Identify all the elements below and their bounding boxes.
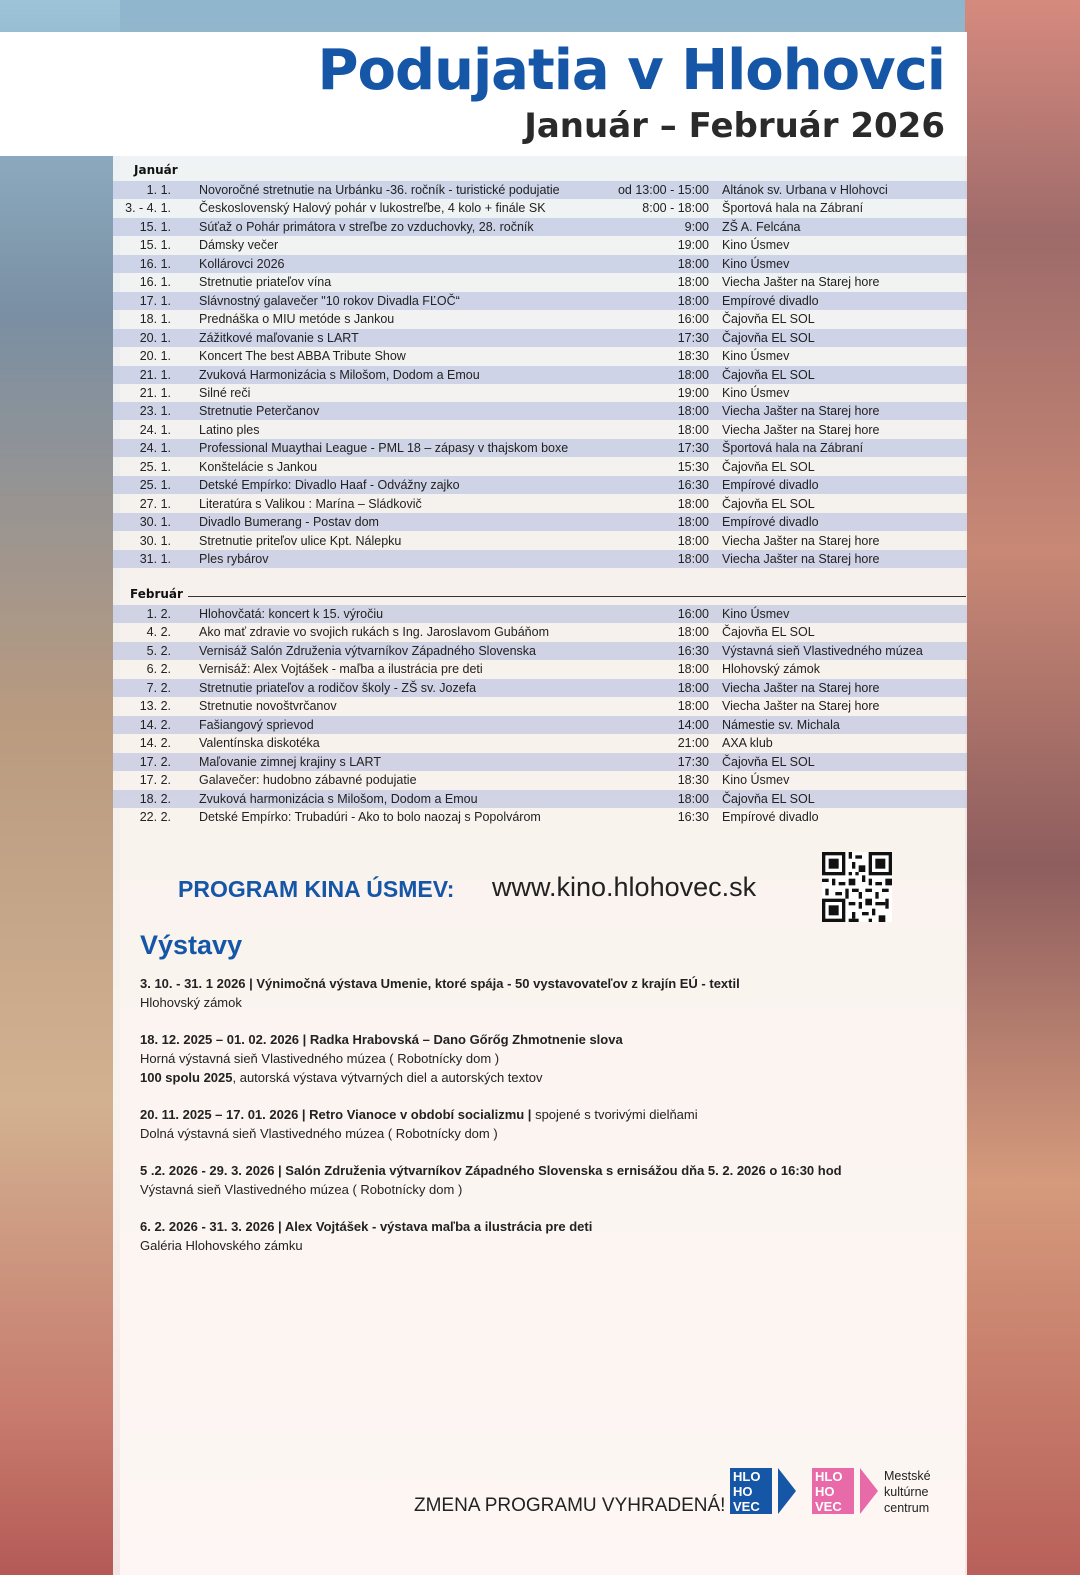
- event-date: 18. 1.: [139, 312, 171, 327]
- event-date: 23. 1.: [139, 404, 171, 419]
- event-name: Detské Empírko: Divadlo Haaf - Odvážny zajko: [199, 478, 460, 493]
- event-time: 18:00: [677, 662, 709, 677]
- event-row: [113, 458, 967, 476]
- svg-text:HLO: HLO: [733, 1469, 761, 1484]
- event-row: [113, 255, 967, 273]
- event-row: [113, 218, 967, 236]
- event-name: Latino ples: [199, 422, 260, 437]
- event-row: [113, 513, 967, 531]
- event-venue: Empírové divadlo: [722, 515, 819, 530]
- event-venue: Empírové divadlo: [722, 809, 819, 824]
- exhibition-item: 3. 10. - 31. 1 2026 | Výnimočná výstava Umenie, ktoré spája - 50 vystavovateľov z krajín EÚ - textil Hlohovský zámok: [140, 976, 740, 1010]
- event-name: Zážitkové maľovanie s LART: [199, 330, 359, 345]
- event-date: 25. 1.: [139, 459, 171, 474]
- event-venue: AXA klub: [722, 736, 773, 751]
- event-date: 1. 2.: [146, 607, 171, 621]
- event-name: Stretnutie priateľov a rodičov školy - ZŠ sv. Jozefa: [199, 680, 477, 695]
- event-time: 18:00: [677, 422, 709, 437]
- event-venue: Kino Úsmev: [722, 385, 790, 400]
- event-row: [113, 181, 967, 199]
- event-venue: Športová hala na Zábraní: [722, 441, 864, 456]
- event-date: 13. 2.: [139, 699, 171, 714]
- event-name: Silné reči: [199, 385, 251, 400]
- event-row: [113, 660, 967, 678]
- qr-code-icon[interactable]: [822, 852, 892, 922]
- event-name: Vernisáž Salón Združenia výtvarníkov Západného Slovenska: [199, 643, 536, 658]
- exhibition-item: 6. 2. 2026 - 31. 3. 2026 | Alex Vojtášek - výstava maľba a ilustrácia pre deti Galéria Hlohovského zámku: [140, 1219, 593, 1253]
- event-date: 30. 1.: [139, 515, 171, 530]
- event-venue: Viecha Jašter na Starej hore: [722, 699, 880, 714]
- event-row: [113, 421, 967, 439]
- event-date: 17. 1.: [139, 293, 171, 308]
- event-venue: Hlohovský zámok: [722, 662, 820, 677]
- event-time: 19:00: [677, 385, 709, 400]
- exhibition-item: 20. 11. 2025 – 17. 01. 2026 | Retro Vianoce v období socializmu | spojené s tvorivými dielňami Dolná výstavná sieň Vlastivedného múzea ( Robotnícky dom ): [140, 1107, 698, 1141]
- event-time: 18:00: [677, 625, 709, 640]
- event-row: [113, 605, 967, 623]
- event-row: [113, 771, 967, 789]
- event-venue: Viecha Jašter na Starej hore: [722, 422, 880, 437]
- event-time: 18:30: [677, 349, 709, 364]
- mkc-org-name: Mestské kultúrne centrum: [884, 1469, 931, 1515]
- event-date: 15. 1.: [139, 238, 171, 253]
- event-time: 16:30: [677, 809, 709, 824]
- event-date: 16. 1.: [139, 256, 171, 271]
- event-time: 18:00: [677, 680, 709, 695]
- svg-text:VEC: VEC: [733, 1499, 760, 1514]
- event-row: [113, 292, 967, 310]
- event-row: [113, 734, 967, 752]
- event-date: 5. 2.: [146, 643, 171, 658]
- event-name: Československý Halový pohár v lukostreľbe, 4 kolo + finále SK: [199, 201, 546, 216]
- event-name: Koncert The best ABBA Tribute Show: [199, 349, 406, 364]
- event-venue: Viecha Jašter na Starej hore: [722, 275, 880, 290]
- event-time: 8:00 - 18:00: [642, 201, 709, 216]
- event-venue: Empírové divadlo: [722, 293, 819, 308]
- event-venue: Čajovňa EL SOL: [722, 625, 815, 640]
- event-date: 16. 1.: [139, 275, 171, 290]
- event-name: Kollárovci 2026: [199, 256, 285, 271]
- event-row: [113, 329, 967, 347]
- event-time: 18:30: [677, 773, 709, 788]
- svg-text:HO: HO: [815, 1484, 835, 1499]
- event-time: 18:00: [677, 293, 709, 308]
- event-venue: Viecha Jašter na Starej hore: [722, 533, 880, 548]
- event-name: Zvuková Harmonizácia s Milošom, Dodom a Emou: [199, 367, 480, 382]
- event-time: 17:30: [677, 330, 709, 345]
- event-time: 16:30: [677, 478, 709, 493]
- event-time: od 13:00 - 15:00: [617, 183, 709, 197]
- event-row: [113, 347, 967, 365]
- event-row: [113, 439, 967, 457]
- page-title: Podujatia v Hlohovci: [317, 38, 945, 103]
- page-subtitle: Január – Február 2026: [524, 106, 945, 146]
- event-row: [113, 495, 967, 513]
- hlohovec-pink-logo: [812, 1468, 878, 1514]
- program-change-notice: ZMENA PROGRAMU VYHRADENÁ!: [414, 1495, 726, 1516]
- event-venue: Čajovňa EL SOL: [722, 367, 815, 382]
- header-banner: [0, 32, 967, 156]
- event-name: Maľovanie zimnej krajiny s LART: [199, 754, 381, 769]
- event-name: Ako mať zdravie vo svojich rukách s Ing. Jaroslavom Gubáňom: [199, 625, 549, 640]
- event-date: 24. 1.: [139, 422, 171, 437]
- event-time: 15:30: [677, 459, 709, 474]
- event-time: 19:00: [677, 238, 709, 253]
- event-venue: Kino Úsmev: [722, 238, 790, 253]
- event-time: 18:00: [677, 275, 709, 290]
- event-name: Hlohovčatá: koncert k 15. výročiu: [199, 607, 384, 621]
- event-time: 18:00: [677, 367, 709, 382]
- event-name: Stretnutie priteľov ulice Kpt. Nálepku: [199, 533, 402, 548]
- background-photo-left: [0, 0, 120, 1575]
- event-time: 18:00: [677, 496, 709, 511]
- event-date: 14. 2.: [139, 717, 171, 732]
- event-row: [113, 199, 967, 217]
- event-date: 1. 1.: [146, 183, 171, 197]
- event-date: 6. 2.: [146, 662, 171, 677]
- event-date: 30. 1.: [139, 533, 171, 548]
- event-time: 18:00: [677, 552, 709, 566]
- event-name: Detské Empírko: Trubadúri - Ako to bolo naozaj s Popolvárom: [199, 809, 541, 824]
- event-venue: Kino Úsmev: [722, 256, 790, 271]
- event-name: Novoročné stretnutie na Urbánku -36. ročník - turistické podujatie: [199, 183, 560, 197]
- event-row: [113, 402, 967, 420]
- event-venue: Viecha Jašter na Starej hore: [722, 552, 880, 566]
- event-row: [113, 366, 967, 384]
- month-heading-january: Január: [134, 163, 178, 177]
- exhibition-item: 5 .2. 2026 - 29. 3. 2026 | Salón Združenia výtvarníkov Západného Slovenska s ernisážou dňa 5. 2. 2026 o 16:30 hod Výstavná sieň Vlastivedného múzea ( Robotnícky dom ): [140, 1163, 842, 1197]
- svg-text:HLO: HLO: [815, 1469, 843, 1484]
- event-name: Literatúra s Valikou : Marína – Sládkovič: [199, 496, 422, 511]
- event-time: 18:00: [677, 533, 709, 548]
- event-date: 17. 2.: [139, 773, 171, 788]
- event-date: 31. 1.: [139, 552, 171, 566]
- event-venue: Altánok sv. Urbana v Hlohovci: [722, 183, 888, 197]
- event-venue: Čajovňa EL SOL: [722, 754, 815, 769]
- exhibition-item: 18. 12. 2025 – 01. 02. 2026 | Radka Hrabovská – Dano Gőrőg Zhmotnenie slova Horná výstavná sieň Vlastivedného múzea ( Robotnícky dom ) 100 spolu 2025, autorská výstava výtvarných diel a autorských textov: [140, 1032, 623, 1085]
- event-name: Vernisáž: Alex Vojtášek - maľba a ilustrácia pre deti: [199, 662, 483, 677]
- event-time: 17:30: [677, 441, 709, 456]
- month-divider: [188, 596, 966, 597]
- event-row: [113, 623, 967, 641]
- event-name: Ples rybárov: [199, 552, 269, 566]
- event-date: 21. 1.: [139, 385, 171, 400]
- event-name: Fašiangový sprievod: [199, 717, 314, 732]
- event-time: 16:00: [677, 607, 709, 621]
- event-venue: Čajovňa EL SOL: [722, 791, 815, 806]
- hlohovec-blue-logo: [730, 1468, 796, 1514]
- event-date: 27. 1.: [139, 496, 171, 511]
- event-date: 14. 2.: [139, 736, 171, 751]
- event-venue: Viecha Jašter na Starej hore: [722, 680, 880, 695]
- event-date: 18. 2.: [139, 791, 171, 806]
- event-name: Valentínska diskotéka: [199, 736, 320, 751]
- event-row: [113, 273, 967, 291]
- event-row: [113, 384, 967, 402]
- event-date: 20. 1.: [139, 349, 171, 364]
- event-time: 17:30: [677, 754, 709, 769]
- svg-text:VEC: VEC: [815, 1499, 842, 1514]
- kino-program-label: PROGRAM KINA ÚSMEV:: [178, 876, 455, 902]
- event-time: 18:00: [677, 791, 709, 806]
- event-time: 18:00: [677, 515, 709, 530]
- event-venue: Kino Úsmev: [722, 773, 790, 788]
- event-name: Slávnostný galavečer "10 rokov Divadla FĽOČ“: [199, 293, 460, 308]
- event-venue: Kino Úsmev: [722, 607, 790, 621]
- event-name: Professional Muaythai League - PML 18 – zápasy v thajskom boxe: [199, 441, 569, 456]
- event-date: 21. 1.: [139, 367, 171, 382]
- event-date: 3. - 4. 1.: [125, 201, 171, 216]
- event-time: 16:30: [677, 643, 709, 658]
- event-venue: Empírové divadlo: [722, 478, 819, 493]
- event-date: 24. 1.: [139, 441, 171, 456]
- event-date: 4. 2.: [146, 625, 171, 640]
- event-name: Konštelácie s Jankou: [199, 459, 318, 474]
- event-row: [113, 532, 967, 550]
- event-venue: Kino Úsmev: [722, 349, 790, 364]
- event-row: [113, 550, 967, 568]
- event-venue: Čajovňa EL SOL: [722, 330, 815, 345]
- event-row: [113, 476, 967, 494]
- event-date: 17. 2.: [139, 754, 171, 769]
- event-time: 14:00: [677, 717, 709, 732]
- svg-text:HO: HO: [733, 1484, 753, 1499]
- event-time: 18:00: [677, 699, 709, 714]
- event-name: Dámsky večer: [199, 238, 279, 253]
- event-name: Divadlo Bumerang - Postav dom: [199, 515, 379, 530]
- event-name: Prednáška o MIU metóde s Jankou: [199, 312, 395, 327]
- event-date: 22. 2.: [139, 809, 171, 824]
- event-date: 15. 1.: [139, 219, 171, 234]
- exhibitions-heading: Výstavy: [140, 930, 243, 960]
- event-row: [113, 642, 967, 660]
- event-time: 18:00: [677, 256, 709, 271]
- event-name: Stretnutie priateľov vína: [199, 275, 332, 290]
- event-row: [113, 679, 967, 697]
- event-date: 7. 2.: [146, 680, 171, 695]
- event-name: Stretnutie Peterčanov: [199, 404, 320, 419]
- event-name: Súťaž o Pohár primátora v streľbe zo vzduchovky, 28. ročník: [199, 219, 534, 234]
- event-name: Galavečer: hudobno zábavné podujatie: [199, 773, 417, 788]
- event-row: [113, 753, 967, 771]
- event-row: [113, 716, 967, 734]
- event-date: 25. 1.: [139, 478, 171, 493]
- event-time: 9:00: [684, 219, 709, 234]
- event-venue: ZŠ A. Felcána: [722, 219, 801, 234]
- event-row: [113, 697, 967, 715]
- event-venue: Čajovňa EL SOL: [722, 459, 815, 474]
- event-row: [113, 790, 967, 808]
- background-photo-right: [965, 0, 1080, 1575]
- event-date: 20. 1.: [139, 330, 171, 345]
- event-time: 21:00: [677, 736, 709, 751]
- event-venue: Čajovňa EL SOL: [722, 496, 815, 511]
- event-row: [113, 236, 967, 254]
- month-heading-february: Február: [130, 587, 183, 601]
- event-row: [113, 808, 967, 826]
- event-venue: Čajovňa EL SOL: [722, 312, 815, 327]
- event-venue: Námestie sv. Michala: [722, 717, 840, 732]
- kino-url-link[interactable]: www.kino.hlohovec.sk: [492, 872, 757, 902]
- event-time: 16:00: [677, 312, 709, 327]
- event-venue: Výstavná sieň Vlastivedného múzea: [722, 643, 923, 658]
- event-name: Zvuková harmonizácia s Milošom, Dodom a Emou: [199, 791, 478, 806]
- event-venue: Športová hala na Zábraní: [722, 201, 864, 216]
- event-venue: Viecha Jašter na Starej hore: [722, 404, 880, 419]
- event-name: Stretnutie novoštvrčanov: [199, 699, 337, 714]
- event-time: 18:00: [677, 404, 709, 419]
- event-row: [113, 310, 967, 328]
